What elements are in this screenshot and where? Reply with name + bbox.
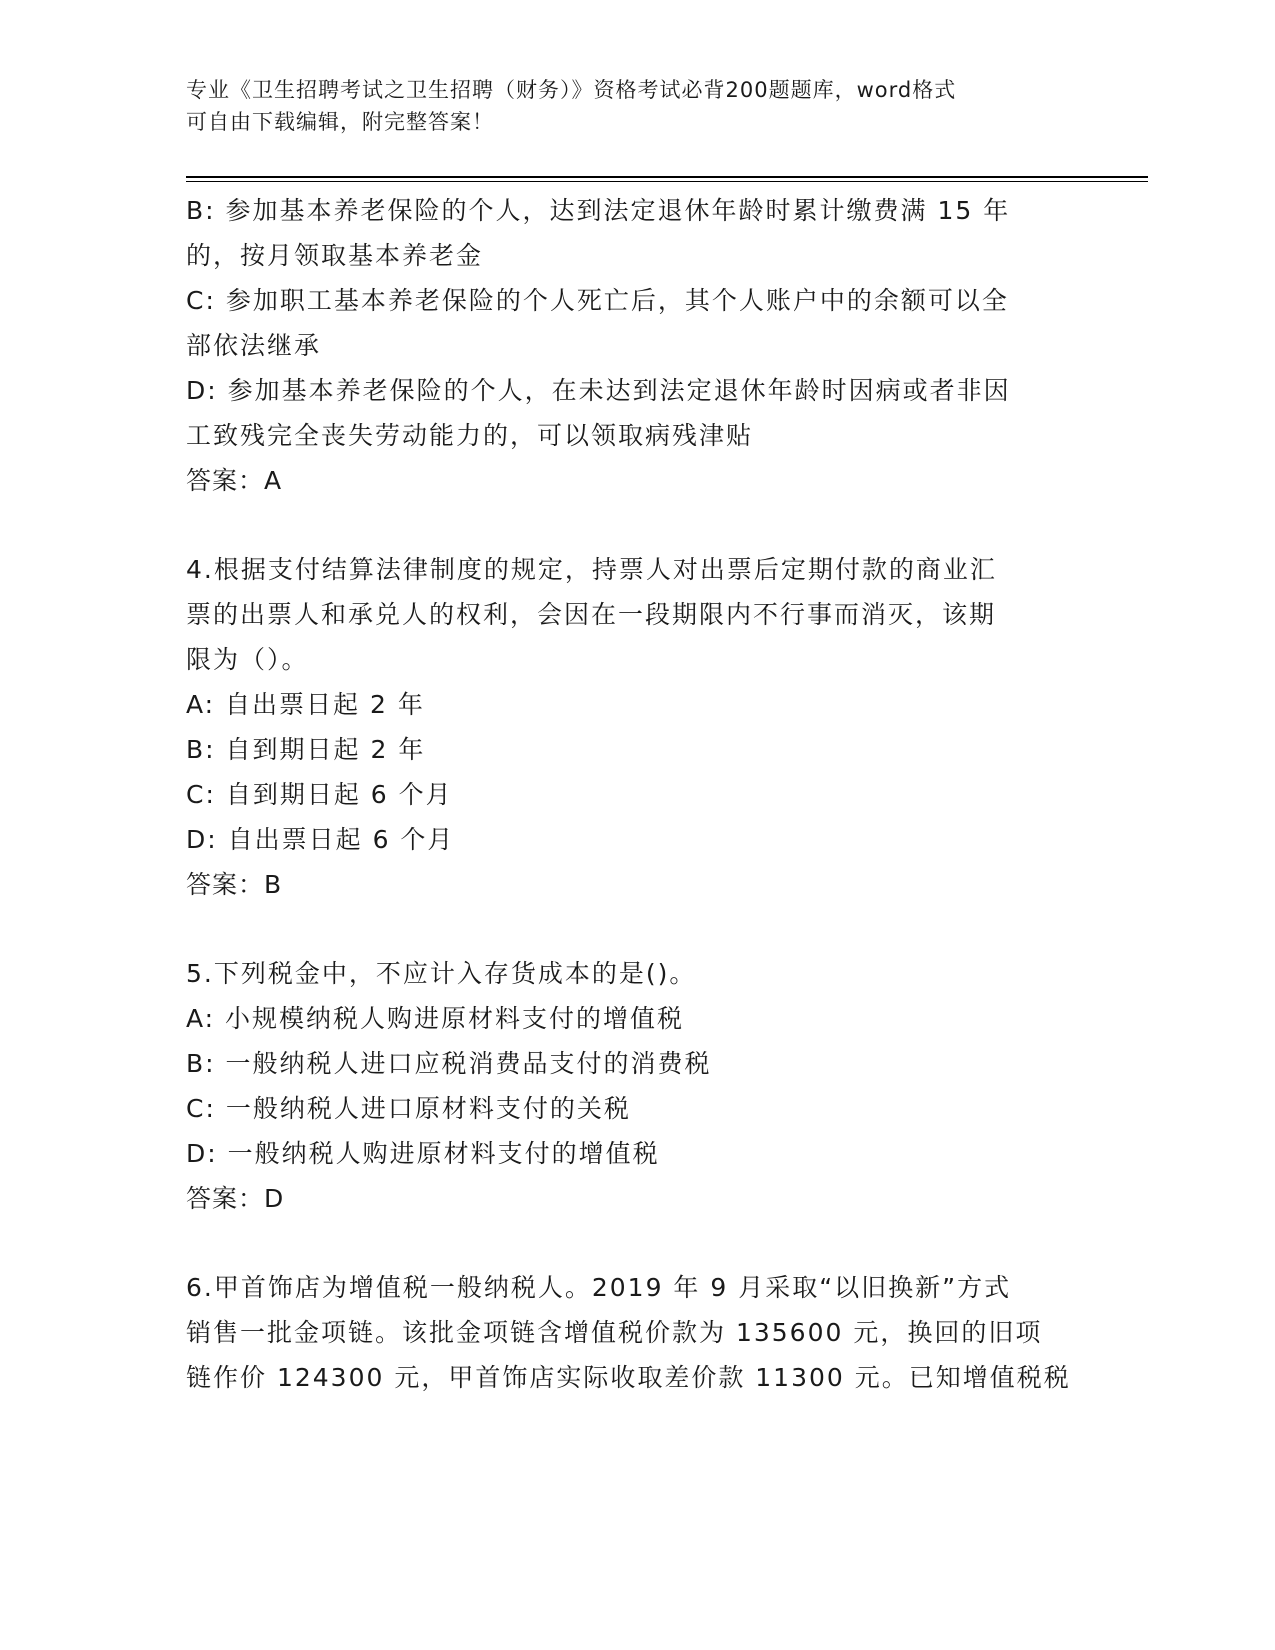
q6-stem-line-3: 链作价 124300 元，甲首饰店实际收取差价款 11300 元。已知增值税税 [186,1363,1071,1392]
question-6-block [186,1265,1071,1400]
q4-option-c: C: 自到期日起 6 个月 [186,780,453,809]
document-header [186,74,1066,138]
q6-stem-line-2: 销售一批金项链。该批金项链含增值税价款为 135600 元，换回的旧项 [186,1318,1043,1347]
q4-option-d: D: 自出票日起 6 个月 [186,825,455,854]
spacer [186,1221,1066,1265]
q3-option-d-line-2: 工致残完全丧失劳动能力的，可以领取病残津贴 [186,421,754,450]
header-divider-thick [186,176,1148,178]
document-body [186,188,1071,1400]
q3-option-b-line-2: 的，按月领取基本养老金 [186,241,484,270]
header-line-2: 可自由下载编辑，附完整答案！ [186,110,494,134]
question-4-block [186,547,1066,907]
q4-answer: 答案：B [186,870,283,899]
q4-option-b: B: 自到期日起 2 年 [186,735,426,764]
q3-option-d-line-1: D: 参加基本养老保险的个人，在未达到法定退休年龄时因病或者非因 [186,376,1011,405]
q3-option-b-line-1: B: 参加基本养老保险的个人，达到法定退休年龄时累计缴费满 15 年 [186,196,1011,225]
q3-answer: 答案：A [186,466,283,495]
spacer [186,503,1066,547]
q3-option-c-line-1: C: 参加职工基本养老保险的个人死亡后，其个人账户中的余额可以全 [186,286,1009,315]
q4-stem-line-2: 票的出票人和承兑人的权利，会因在一段期限内不行事而消灭，该期 [186,600,997,629]
q5-option-c: C: 一般纳税人进口原材料支付的关税 [186,1094,631,1123]
q3-option-c-line-2: 部依法继承 [186,331,322,360]
question-3-block [186,188,1066,503]
question-5-block [186,951,1066,1221]
header-line-1: 专业《卫生招聘考试之卫生招聘（财务）》资格考试必背200题题库，word格式 [186,78,957,102]
spacer [186,907,1066,951]
q5-option-a: A: 小规模纳税人购进原材料支付的增值税 [186,1004,685,1033]
q5-option-b: B: 一般纳税人进口应税消费品支付的消费税 [186,1049,712,1078]
q6-stem-line-1: 6.甲首饰店为增值税一般纳税人。2019 年 9 月采取“以旧换新”方式 [186,1273,1012,1302]
q4-stem-line-3: 限为（）。 [186,645,309,674]
q4-option-a: A: 自出票日起 2 年 [186,690,425,719]
header-divider-thin [186,181,1148,182]
q5-option-d: D: 一般纳税人购进原材料支付的增值税 [186,1139,660,1168]
q5-stem-line-1: 5.下列税金中，不应计入存货成本的是()。 [186,959,697,988]
q4-stem-line-1: 4.根据支付结算法律制度的规定，持票人对出票后定期付款的商业汇 [186,555,997,584]
q5-answer: 答案：D [186,1184,285,1213]
